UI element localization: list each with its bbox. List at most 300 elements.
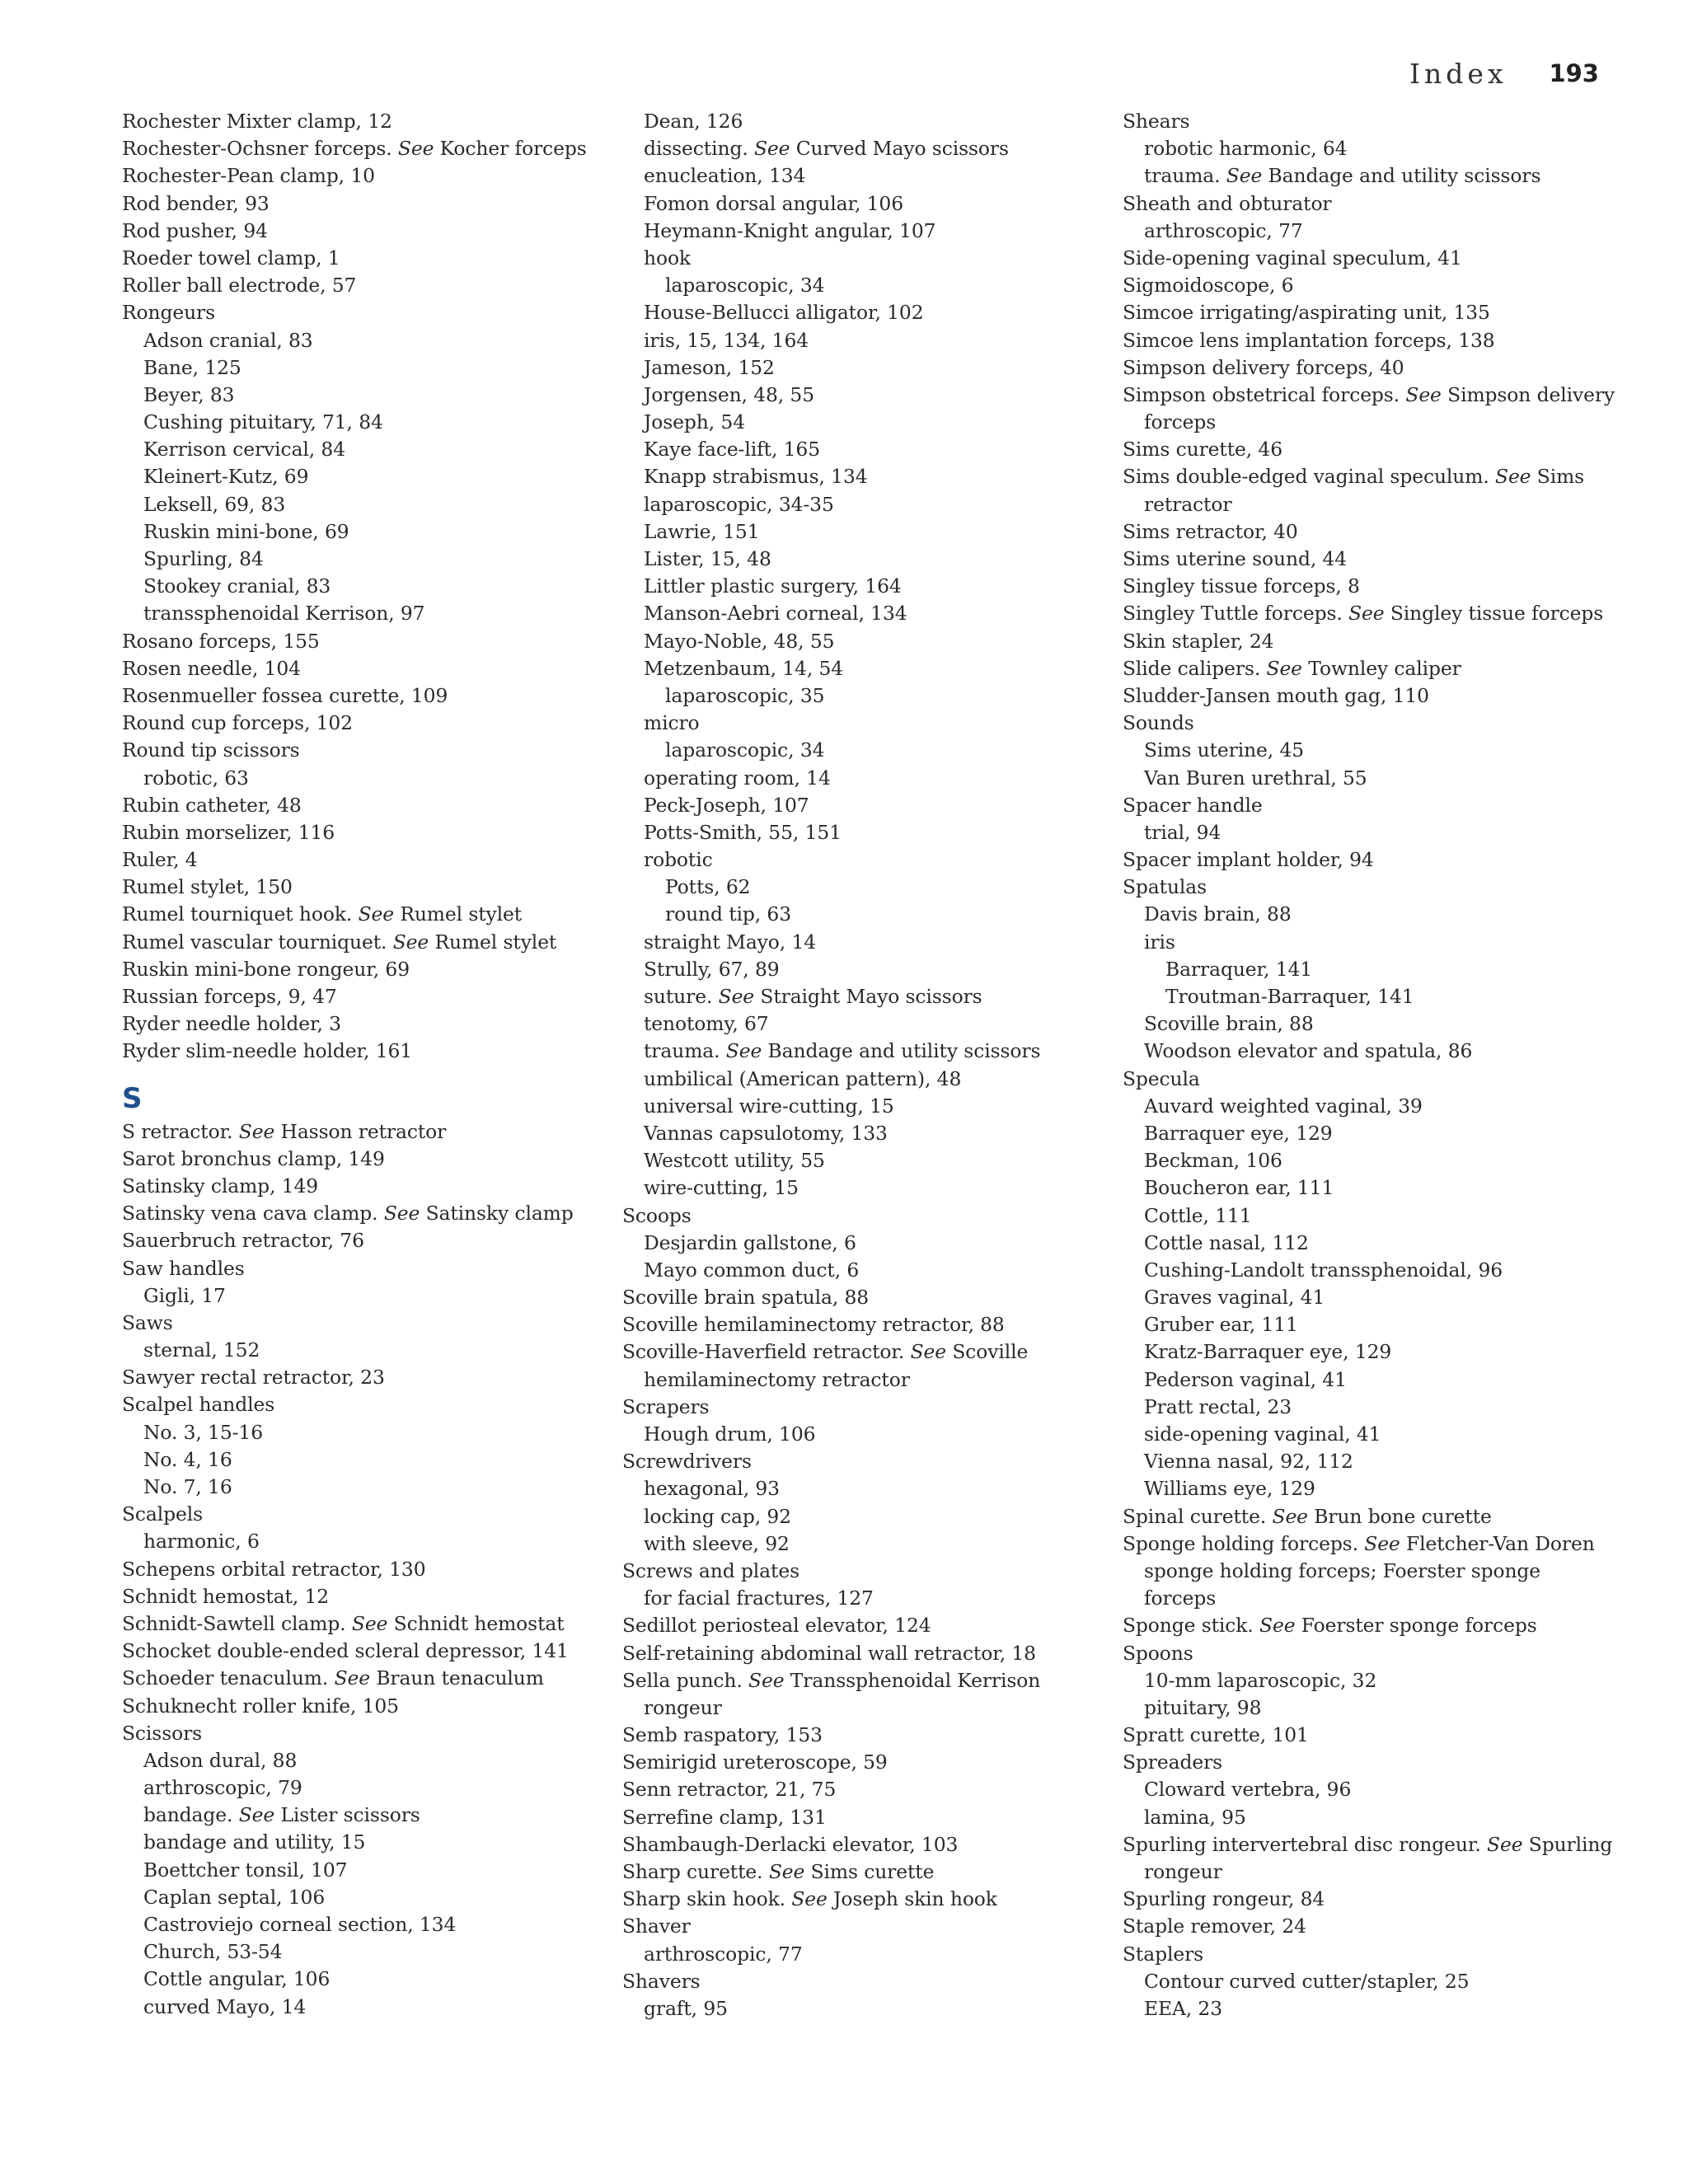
index-entry: [122, 1665, 617, 1692]
index-entry: [122, 983, 617, 1010]
index-entry: [122, 819, 617, 846]
entry-text: Joseph, 54: [644, 410, 745, 434]
entry-text: arthroscopic, 79: [143, 1776, 302, 1800]
entry-text: Spurling rongeur, 84: [1123, 1887, 1325, 1911]
index-entry: [622, 1640, 1117, 1667]
entry-text: Heymann-Knight angular, 107: [644, 218, 936, 242]
entry-text: Screwdrivers: [622, 1450, 752, 1474]
see-reference: See: [1405, 382, 1442, 406]
entry-text: trial, 94: [1144, 820, 1221, 844]
entry-text: Pederson vaginal, 41: [1144, 1367, 1347, 1391]
entry-text: Simpson obstetrical forceps.: [1123, 382, 1406, 406]
cross-reference-target: Sims: [1531, 465, 1585, 489]
see-reference: See: [1272, 1504, 1308, 1528]
index-subentry: [1123, 135, 1617, 162]
entry-text: laparoscopic, 35: [665, 683, 825, 707]
index-entry: [122, 792, 617, 819]
index-entry: [622, 1667, 1117, 1694]
entry-text: side-opening vaginal, 41: [1144, 1422, 1381, 1446]
entry-text: Williams eye, 129: [1144, 1477, 1315, 1501]
index-entry: [1123, 1066, 1617, 1093]
entry-text: locking cap, 92: [644, 1504, 791, 1528]
entry-text: Roeder towel clamp, 1: [122, 246, 340, 269]
entry-text: Van Buren urethral, 55: [1144, 766, 1367, 790]
index-subentry: [622, 819, 1117, 846]
entry-text: hemilaminectomy retractor: [644, 1367, 910, 1391]
entry-text: Woodson elevator and spatula, 86: [1144, 1039, 1473, 1063]
index-subentry: [122, 1474, 617, 1501]
index-entry: [622, 1831, 1117, 1858]
entry-text: hexagonal, 93: [644, 1477, 780, 1501]
entry-text: Church, 53-54: [143, 1940, 283, 1964]
entry-text: curved Mayo, 14: [143, 1994, 307, 2018]
entry-text: Schuknecht roller knife, 105: [122, 1694, 399, 1718]
index-subentry: [1123, 1667, 1617, 1694]
entry-text: Skin stapler, 24: [1123, 629, 1274, 653]
entry-text: Barraquer, 141: [1165, 957, 1313, 981]
index-subentry: [1123, 1174, 1617, 1202]
index-subentry: [622, 162, 1117, 190]
index-subentry: [1123, 1995, 1617, 2022]
index-subentry: [622, 1038, 1117, 1065]
index-subentry: [622, 956, 1117, 983]
index-entry: [122, 1638, 617, 1665]
index-subentry: [1123, 1694, 1617, 1722]
entry-text: Spinal curette.: [1123, 1504, 1273, 1528]
page-number: 193: [1549, 59, 1599, 87]
entry-text: Contour curved cutter/stapler, 25: [1144, 1969, 1470, 1993]
cross-reference-target: Foerster sponge forceps: [1295, 1614, 1537, 1638]
entry-text: Saws: [122, 1310, 173, 1334]
entry-text: arthroscopic, 77: [1144, 218, 1303, 242]
index-subentry: [622, 1120, 1117, 1147]
entry-text: Ruskin mini-bone rongeur, 69: [122, 957, 410, 981]
entry-text: Spurling, 84: [143, 547, 264, 570]
entry-text: sternal, 152: [143, 1338, 260, 1362]
index-entry: [122, 1038, 617, 1065]
index-entry: [1123, 792, 1617, 819]
cross-reference-target: Joseph skin hook: [827, 1887, 997, 1911]
entry-text: Spoons: [1123, 1641, 1193, 1665]
entry-text: Scoville hemilaminectomy retractor, 88: [622, 1313, 1005, 1337]
entry-text: Rochester-Ochsner forceps.: [122, 137, 398, 161]
entry-text: rongeur: [1144, 1860, 1222, 1883]
entry-text: Fomon dorsal angular, 106: [644, 191, 903, 215]
entry-text: Schocket double-ended scleral depressor, 141: [122, 1639, 569, 1663]
entry-text: Round tip scissors: [122, 738, 300, 762]
index-subentry: [622, 1093, 1117, 1120]
entry-text: Potts-Smith, 55, 151: [644, 820, 842, 844]
index-subentry: [122, 1829, 617, 1856]
index-entry: [1123, 1886, 1617, 1913]
entry-text: robotic harmonic, 64: [1144, 137, 1348, 161]
index-subentry: [1123, 929, 1617, 956]
index-entry: [1123, 600, 1617, 627]
see-reference: See: [718, 985, 755, 1008]
index-subentry: [622, 409, 1117, 436]
index-subentry: [1123, 819, 1617, 846]
index-subentry: [622, 600, 1117, 627]
index-subentry: [622, 327, 1117, 354]
entry-text: retractor: [1144, 492, 1232, 516]
index-entry: [122, 1146, 617, 1173]
entry-text: Rosenmueller fossea curette, 109: [122, 683, 448, 707]
index-entry: [1123, 655, 1617, 682]
index-subentry: [1123, 1338, 1617, 1366]
entry-text: Singley tissue forceps, 8: [1123, 574, 1360, 598]
cross-reference-target: Spurling: [1522, 1832, 1613, 1856]
cross-reference-target: Schnidt hemostat: [387, 1611, 565, 1635]
entry-text: 10-mm laparoscopic, 32: [1144, 1668, 1377, 1692]
index-entry: [122, 272, 617, 299]
running-head: [1401, 54, 1599, 96]
entry-text: Shambaugh-Derlacki elevator, 103: [622, 1832, 959, 1856]
index-subentry: [122, 765, 617, 792]
index-entry: [1123, 846, 1617, 874]
entry-text: Beckman, 106: [1144, 1149, 1282, 1173]
entry-text: Sounds: [1123, 711, 1194, 735]
index-subentry: [122, 1994, 617, 2021]
entry-text: round tip, 63: [665, 902, 791, 926]
index-subentry: [622, 491, 1117, 518]
index-entry: [122, 162, 617, 190]
index-subentry: [1123, 901, 1617, 928]
index-subentry: [622, 983, 1117, 1010]
cross-reference-target: Scoville: [946, 1340, 1029, 1364]
entry-text: No. 3, 15-16: [143, 1420, 263, 1444]
index-subentry: [1123, 956, 1617, 983]
index-entry: [1123, 1913, 1617, 1940]
index-entry: [122, 846, 617, 874]
entry-text: Jameson, 152: [644, 355, 775, 379]
entry-text: Lawrie, 151: [644, 519, 760, 543]
entry-text: Spreaders: [1123, 1750, 1223, 1774]
entry-text: Kerrison cervical, 84: [143, 438, 345, 462]
index-subentry: [1123, 1093, 1617, 1120]
index-entry: [122, 682, 617, 710]
see-reference: See: [351, 1611, 388, 1635]
entry-text: for facial fractures, 127: [644, 1586, 874, 1610]
cross-reference-target: Transsphenoidal Kerrison: [784, 1668, 1041, 1692]
index-subentry: [622, 1585, 1117, 1612]
index-entry: [622, 1338, 1117, 1366]
cross-reference-target: Satinsky clamp: [420, 1202, 574, 1226]
index-entry: [122, 737, 617, 764]
see-reference: See: [1364, 1531, 1400, 1555]
entry-text: Sauerbruch retractor, 76: [122, 1229, 364, 1253]
entry-text: rongeur: [644, 1695, 722, 1719]
entry-text: straight Mayo, 14: [644, 930, 817, 954]
entry-text: Sims uterine sound, 44: [1123, 547, 1348, 570]
index-entry: [622, 1448, 1117, 1475]
entry-text: Cushing-Landolt transsphenoidal, 96: [1144, 1258, 1503, 1282]
entry-text: Davis brain, 88: [1144, 902, 1292, 926]
index-entry: [1123, 463, 1617, 490]
entry-text: Spatulas: [1123, 875, 1207, 899]
entry-text: Sarot bronchus clamp, 149: [122, 1146, 385, 1170]
index-column-2: [622, 108, 1117, 2022]
entry-text: Scalpels: [122, 1502, 204, 1526]
index-entry: [122, 108, 617, 135]
index-subentry: [122, 600, 617, 627]
index-subentry: [622, 218, 1117, 245]
entry-text: Singley Tuttle forceps.: [1123, 602, 1349, 626]
entry-text: House-Bellucci alligator, 102: [644, 301, 924, 325]
index-entry: [622, 1558, 1117, 1585]
entry-text: Serrefine clamp, 131: [622, 1805, 827, 1829]
index-subentry: [1123, 1968, 1617, 1995]
entry-text: Sims uterine, 45: [1144, 738, 1305, 762]
index-entry: [122, 1720, 617, 1747]
entry-text: wire-cutting, 15: [644, 1176, 799, 1200]
index-subentry: [1123, 1230, 1617, 1257]
index-subentry: [122, 354, 617, 382]
index-subentry: [122, 409, 617, 436]
index-entry: [122, 1364, 617, 1391]
index-entry: [122, 218, 617, 245]
entry-text: Rosano forceps, 155: [122, 629, 320, 653]
index-subentry: [1123, 1448, 1617, 1475]
index-entry: [1123, 1503, 1617, 1530]
entry-text: Beyer, 83: [143, 382, 235, 406]
index-subentry: [1123, 1366, 1617, 1394]
index-subentry: [622, 1475, 1117, 1502]
entry-text: Rosen needle, 104: [122, 656, 301, 680]
index-entry: [122, 245, 617, 272]
index-subentry: [1123, 1804, 1617, 1831]
entry-text: Sedillot periosteal elevator, 124: [622, 1614, 931, 1638]
see-reference: See: [358, 902, 394, 926]
index-entry: [122, 655, 617, 682]
entry-text: Sella punch.: [622, 1668, 749, 1692]
index-subentry: [122, 1884, 617, 1911]
cross-reference-target: Bandage and utility scissors: [1262, 164, 1541, 188]
index-subentry: [622, 190, 1117, 218]
entry-text: Rubin catheter, 48: [122, 793, 302, 817]
index-subentry: [622, 682, 1117, 710]
index-subentry: [1123, 1147, 1617, 1174]
index-column-3: [1123, 108, 1617, 2022]
index-entry: [1123, 628, 1617, 655]
index-subentry: [1123, 1394, 1617, 1421]
entry-text: Scoops: [622, 1203, 692, 1227]
index-entry: [1123, 1831, 1617, 1858]
index-subentry: [622, 299, 1117, 326]
index-subentry: [1123, 1858, 1617, 1886]
index-entry: [1123, 1530, 1617, 1558]
index-subentry: [1123, 1421, 1617, 1448]
index-entry: [122, 1583, 617, 1610]
index-subentry: [622, 1366, 1117, 1394]
entry-text: Roller ball electrode, 57: [122, 274, 357, 298]
entry-text: Manson-Aebri corneal, 134: [644, 602, 907, 626]
index-entry: [622, 1968, 1117, 1995]
index-subentry: [122, 327, 617, 354]
entry-text: Shavers: [622, 1969, 701, 1993]
index-entry: [122, 901, 617, 928]
entry-text: micro: [644, 711, 700, 735]
entry-text: Staplers: [1123, 1942, 1204, 1966]
entry-text: Ruskin mini-bone, 69: [143, 519, 349, 543]
index-subentry: [622, 1010, 1117, 1038]
index-subentry: [622, 1174, 1117, 1202]
index-subentry: [622, 1066, 1117, 1093]
index-subentry: [622, 1230, 1117, 1257]
entry-text: harmonic, 6: [143, 1530, 260, 1554]
entry-text: laparoscopic, 34: [665, 738, 825, 762]
entry-text: Shaver: [622, 1915, 691, 1938]
cross-reference-target: Simpson delivery: [1441, 382, 1615, 406]
entry-text: Gruber ear, 111: [1144, 1313, 1298, 1337]
entry-text: Boucheron ear, 111: [1144, 1176, 1334, 1200]
entry-text: Troutman-Barraquer, 141: [1165, 985, 1414, 1008]
index-subentry: [622, 1147, 1117, 1174]
index-entry: [622, 1749, 1117, 1776]
index-subentry: [622, 792, 1117, 819]
entry-text: Schoeder tenaculum.: [122, 1666, 335, 1690]
entry-text: pituitary, 98: [1144, 1695, 1262, 1719]
see-reference: See: [1266, 656, 1302, 680]
entry-text: Rumel tourniquet hook.: [122, 902, 359, 926]
entry-text: Metzenbaum, 14, 54: [644, 656, 844, 680]
entry-text: universal wire-cutting, 15: [644, 1094, 894, 1118]
index-entry: [622, 1776, 1117, 1803]
entry-text: Simcoe irrigating/aspirating unit, 135: [1123, 301, 1490, 325]
entry-text: No. 4, 16: [143, 1447, 232, 1471]
entry-text: Senn retractor, 21, 75: [622, 1778, 837, 1802]
see-reference: See: [392, 930, 429, 954]
entry-text: Screws and plates: [622, 1558, 799, 1582]
index-subentry: [1123, 1038, 1617, 1065]
index-entry: [1123, 1612, 1617, 1639]
index-subentry: [1123, 409, 1617, 436]
entry-text: Self-retaining abdominal wall retractor, 18: [622, 1641, 1036, 1665]
index-entry: [1123, 327, 1617, 354]
index-entry: [1123, 874, 1617, 901]
index-entry: [622, 1858, 1117, 1886]
index-subentry: [122, 1911, 617, 1938]
index-entry: [122, 1556, 617, 1583]
entry-text: Scoville-Haverfield retractor.: [622, 1340, 911, 1364]
entry-text: Rochester Mixter clamp, 12: [122, 110, 392, 133]
index-subentry: [1123, 1475, 1617, 1502]
entry-text: Scrapers: [622, 1394, 710, 1418]
index-subentry: [622, 874, 1117, 901]
index-subentry: [622, 846, 1117, 874]
entry-text: Desjardin gallstone, 6: [644, 1230, 856, 1254]
entry-text: Ryder slim-needle holder, 161: [122, 1039, 413, 1063]
entry-text: hook: [644, 246, 692, 269]
index-entry: [122, 1255, 617, 1282]
index-subentry: [622, 245, 1117, 272]
entry-text: Rod bender, 93: [122, 191, 270, 215]
index-subentry: [122, 518, 617, 546]
entry-text: Sponge holding forceps.: [1123, 1531, 1365, 1555]
index-subentry: [1123, 162, 1617, 190]
index-subentry: [1123, 1284, 1617, 1311]
entry-text: Schnidt hemostat, 12: [122, 1584, 330, 1608]
entry-text: Spurling intervertebral disc rongeur.: [1123, 1832, 1488, 1856]
index-subentry: [1123, 1311, 1617, 1338]
entry-text: bandage and utility, 15: [143, 1830, 366, 1854]
entry-text: Kaye face-lift, 165: [644, 438, 820, 462]
entry-text: Mayo common duct, 6: [644, 1258, 860, 1282]
entry-text: No. 7, 16: [143, 1475, 232, 1498]
entry-text: Rumel vascular tourniquet.: [122, 930, 393, 954]
index-entry: [122, 1200, 617, 1227]
index-entry: [1123, 245, 1617, 272]
index-entry: [622, 1722, 1117, 1749]
entry-text: Cloward vertebra, 96: [1144, 1778, 1352, 1802]
entry-text: Simpson delivery forceps, 40: [1123, 355, 1404, 379]
entry-text: enucleation, 134: [644, 164, 806, 188]
index-subentry: [1123, 737, 1617, 764]
index-subentry: [622, 573, 1117, 600]
entry-text: Westcott utility, 55: [644, 1149, 825, 1173]
entry-text: Kratz-Barraquer eye, 129: [1144, 1340, 1392, 1364]
index-subentry: [622, 272, 1117, 299]
cross-reference-target: Sims curette: [804, 1860, 935, 1883]
entry-text: Sponge stick.: [1123, 1614, 1260, 1638]
entry-text: Rod pusher, 94: [122, 218, 268, 242]
cross-reference-target: Brun bone curette: [1307, 1504, 1492, 1528]
entry-text: Scissors: [122, 1721, 203, 1745]
index-subentry: [1123, 491, 1617, 518]
index-entry: [122, 299, 617, 326]
index-subentry: [622, 1257, 1117, 1284]
index-subentry: [622, 655, 1117, 682]
entry-text: Cottle nasal, 112: [1144, 1230, 1309, 1254]
index-entry: [1123, 1640, 1617, 1667]
index-subentry: [122, 1446, 617, 1474]
entry-text: Sims retractor, 40: [1123, 519, 1298, 543]
index-subentry: [622, 901, 1117, 928]
index-entry: [1123, 1749, 1617, 1776]
entry-text: forceps: [1144, 1586, 1217, 1610]
entry-text: laparoscopic, 34: [665, 274, 825, 298]
index-entry: [1123, 108, 1617, 135]
index-entry: [1123, 436, 1617, 463]
entry-text: Graves vaginal, 41: [1144, 1286, 1325, 1310]
index-subentry: [622, 382, 1117, 409]
entry-text: Saw handles: [122, 1256, 245, 1280]
index-subentry: [122, 1938, 617, 1966]
cross-reference-target: Rumel stylet: [429, 930, 557, 954]
entry-text: forceps: [1144, 410, 1217, 434]
index-entry: [122, 1610, 617, 1638]
index-entry: [122, 929, 617, 956]
see-reference: See: [768, 1860, 805, 1883]
entry-text: Sharp curette.: [622, 1860, 769, 1883]
see-reference: See: [748, 1668, 785, 1692]
cross-reference-target: Rumel stylet: [394, 902, 523, 926]
entry-text: Barraquer eye, 129: [1144, 1121, 1333, 1145]
entry-text: Cottle, 111: [1144, 1203, 1252, 1227]
see-reference: See: [791, 1887, 828, 1911]
index-subentry: [122, 1337, 617, 1364]
entry-text: Staple remover, 24: [1123, 1915, 1306, 1938]
index-entry: [1123, 682, 1617, 710]
entry-text: umbilical (American pattern), 48: [644, 1066, 962, 1090]
entry-text: Dean, 126: [644, 110, 743, 133]
entry-text: EEA, 23: [1144, 1996, 1222, 2020]
entry-text: Cottle angular, 106: [143, 1967, 331, 1991]
entry-text: Hough drum, 106: [644, 1422, 816, 1446]
entry-text: Spacer implant holder, 94: [1123, 848, 1374, 872]
index-entry: [1123, 299, 1617, 326]
index-entry: [622, 1284, 1117, 1311]
entry-text: robotic, 63: [143, 766, 249, 790]
